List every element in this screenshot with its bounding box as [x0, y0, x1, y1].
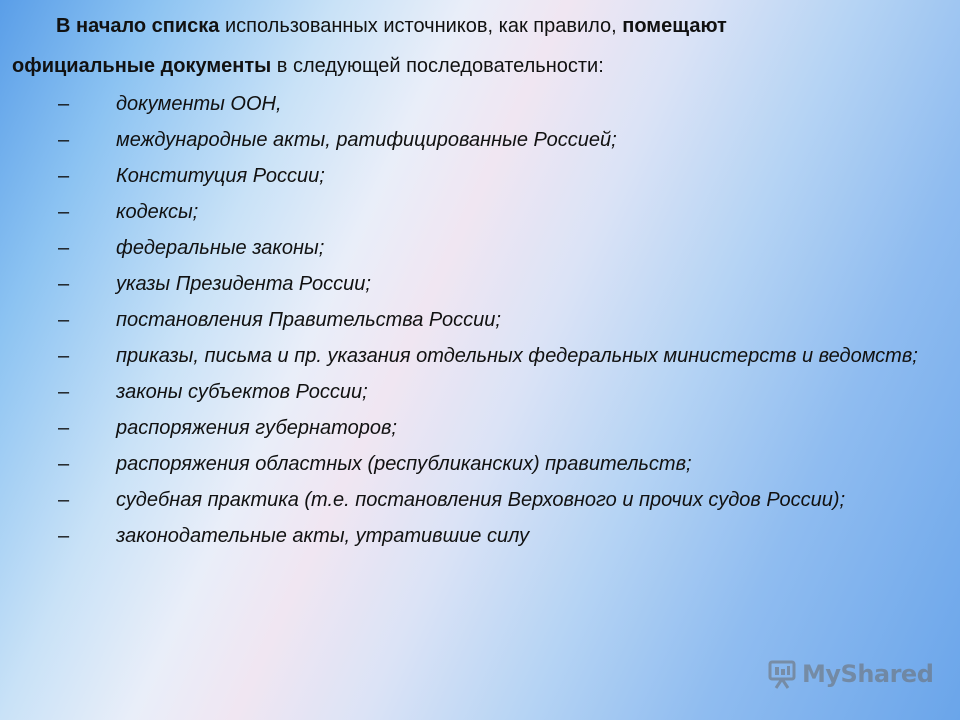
- intro-line-2: [12, 46, 942, 86]
- list-dash: –: [58, 345, 70, 367]
- intro-bold-2: помещают: [622, 15, 727, 37]
- list-item-text: распоряжения губернаторов;: [116, 417, 397, 439]
- list-item-text: документы ООН,: [116, 93, 282, 115]
- list-item: [0, 266, 960, 302]
- list-item: [0, 86, 960, 122]
- list-item-text: распоряжения областных (республиканских) правительств;: [116, 453, 692, 475]
- document-order-list: [0, 86, 960, 554]
- list-item: [0, 194, 960, 230]
- list-item: [0, 158, 960, 194]
- list-dash: –: [58, 273, 70, 295]
- list-item-text: федеральные законы;: [116, 237, 325, 259]
- presentation-board-icon: [768, 659, 796, 689]
- list-item: [0, 482, 960, 518]
- list-item-text: законы субъектов России;: [116, 381, 368, 403]
- list-dash: –: [58, 237, 70, 259]
- list-item-text: Конституция России;: [116, 165, 325, 187]
- list-dash: –: [58, 129, 70, 151]
- list-item-text: кодексы;: [116, 201, 199, 223]
- list-item: [0, 230, 960, 266]
- list-dash: –: [58, 417, 70, 439]
- list-dash: –: [58, 309, 70, 331]
- list-dash: –: [58, 201, 70, 223]
- intro-text-1: использованных источников, как правило,: [219, 15, 623, 37]
- intro-paragraph: [12, 6, 942, 86]
- list-item: [0, 410, 960, 446]
- watermark-text: MyShared: [802, 660, 934, 688]
- list-item-text: постановления Правительства России;: [116, 309, 501, 331]
- intro-bold-3: официальные документы: [12, 55, 272, 77]
- list-item: [0, 374, 960, 410]
- list-item-text: судебная практика (т.е. постановления Верховного и прочих судов России);: [116, 489, 846, 511]
- intro-bold-1: В начало списка: [56, 15, 220, 37]
- list-dash: –: [58, 489, 70, 511]
- myshared-watermark: [768, 656, 933, 692]
- list-item-text: законодательные акты, утратившие силу: [116, 525, 530, 547]
- list-dash: –: [58, 93, 70, 115]
- list-dash: –: [58, 525, 70, 547]
- list-dash: –: [58, 453, 70, 475]
- list-item: [0, 122, 960, 158]
- list-item-text: международные акты, ратифицированные Россией;: [116, 129, 617, 151]
- list-item: [0, 518, 960, 554]
- list-dash: –: [58, 165, 70, 187]
- list-item: [0, 338, 960, 374]
- intro-line-1: [12, 6, 942, 46]
- list-item: [0, 446, 960, 482]
- intro-text-2: в следующей последовательности:: [271, 55, 604, 77]
- list-dash: –: [58, 381, 70, 403]
- list-item: [0, 302, 960, 338]
- list-item-text: указы Президента России;: [116, 273, 371, 295]
- list-item-text: приказы, письма и пр. указания отдельных федеральных министерств и ведомств;: [116, 345, 918, 367]
